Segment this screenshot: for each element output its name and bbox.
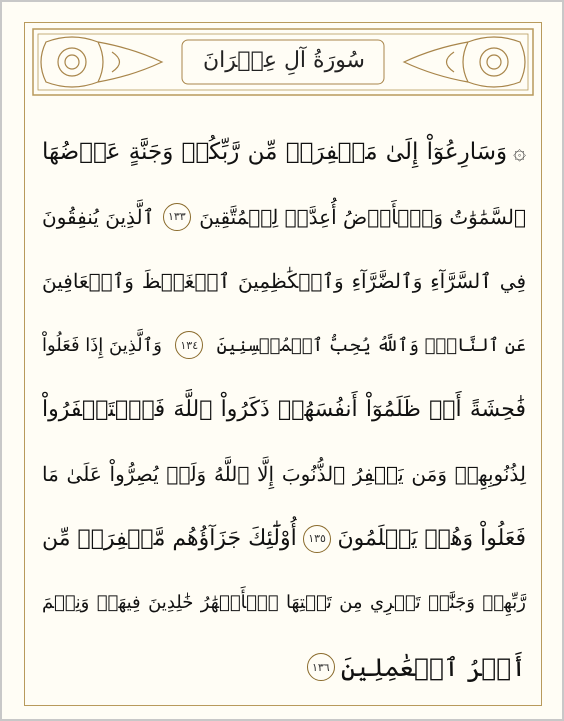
text-line-5 — [42, 378, 526, 442]
line-text: رَّبِّهِمۡ وَجَنَّٰتٞ تَجۡرِي مِن تَحۡتِهَا ٱلۡأَنۡهَٰرُ خَٰلِدِينَ فِيهَاۚ وَنِعۡمَ — [42, 592, 526, 614]
line-text: أَجۡرُ ٱلۡعَٰمِلِينَ — [340, 652, 526, 682]
surah-title: سُورَةُ آلِ عِمۡرَانَ — [203, 47, 365, 73]
line-text: فَعَلُواْ وَهُمۡ يَعۡلَمُونَ — [337, 526, 526, 552]
line-text: وَٱلَّذِينَ إِذَا فَعَلُواْ — [42, 334, 162, 356]
line-text: ٱلَّذِينَ يُنفِقُونَ — [42, 204, 155, 229]
line-text: أُوْلَٰٓئِكَ جَزَآؤُهُم مَّغۡفِرَةٞ مِّن — [42, 526, 297, 552]
text-line-4 — [42, 313, 526, 377]
text-line-3 — [42, 249, 526, 313]
line-text: فَٰحِشَةً أَوۡ ظَلَمُوٓاْ أَنفُسَهُمۡ ذَكَرُواْ ٱللَّهَ فَٱسۡتَغۡفَرُواْ — [42, 397, 526, 423]
line-text: لِذُنُوبِهِمۡ وَمَن يَغۡفِرُ ٱلذُّنُوبَ إِلَّا ٱللَّهُ وَلَمۡ يُصِرُّواْ عَلَىٰ مَا — [42, 462, 526, 487]
text-line-6 — [42, 442, 526, 506]
text-line-8 — [42, 571, 526, 635]
rub-el-hizb-icon: ۞ — [513, 139, 526, 165]
text-line-1 — [42, 120, 526, 184]
line-text: عَنِ ٱلنَّاسِۗ وَٱللَّهُ يُحِبُّ ٱلۡمُحۡسِنِينَ — [216, 334, 526, 356]
ayah-number-marker: ١٣٦ — [307, 653, 335, 681]
ayah-number-marker: ١٣٣ — [163, 203, 191, 231]
line-text: وَسَارِعُوٓاْ إِلَىٰ مَغۡفِرَةٖ مِّن رَّبِّكُمۡ وَجَنَّةٍ عَرۡضُهَا — [42, 139, 508, 166]
text-line-9 — [42, 635, 526, 699]
ayah-number-marker: ١٣٥ — [303, 525, 331, 553]
text-line-7 — [42, 506, 526, 570]
quran-text — [42, 120, 526, 700]
ayah-number-marker: ١٣٤ — [175, 331, 203, 359]
text-line-2 — [42, 184, 526, 248]
line-text: فِي ٱلسَّرَّآءِ وَٱلضَّرَّآءِ وَٱلۡكَٰظِمِينَ ٱلۡغَيۡظَ وَٱلۡعَافِينَ — [42, 268, 526, 293]
line-text: ٱلسَّمَٰوَٰتُ وَٱلۡأَرۡضُ أُعِدَّتۡ لِلۡمُتَّقِينَ — [199, 204, 526, 229]
